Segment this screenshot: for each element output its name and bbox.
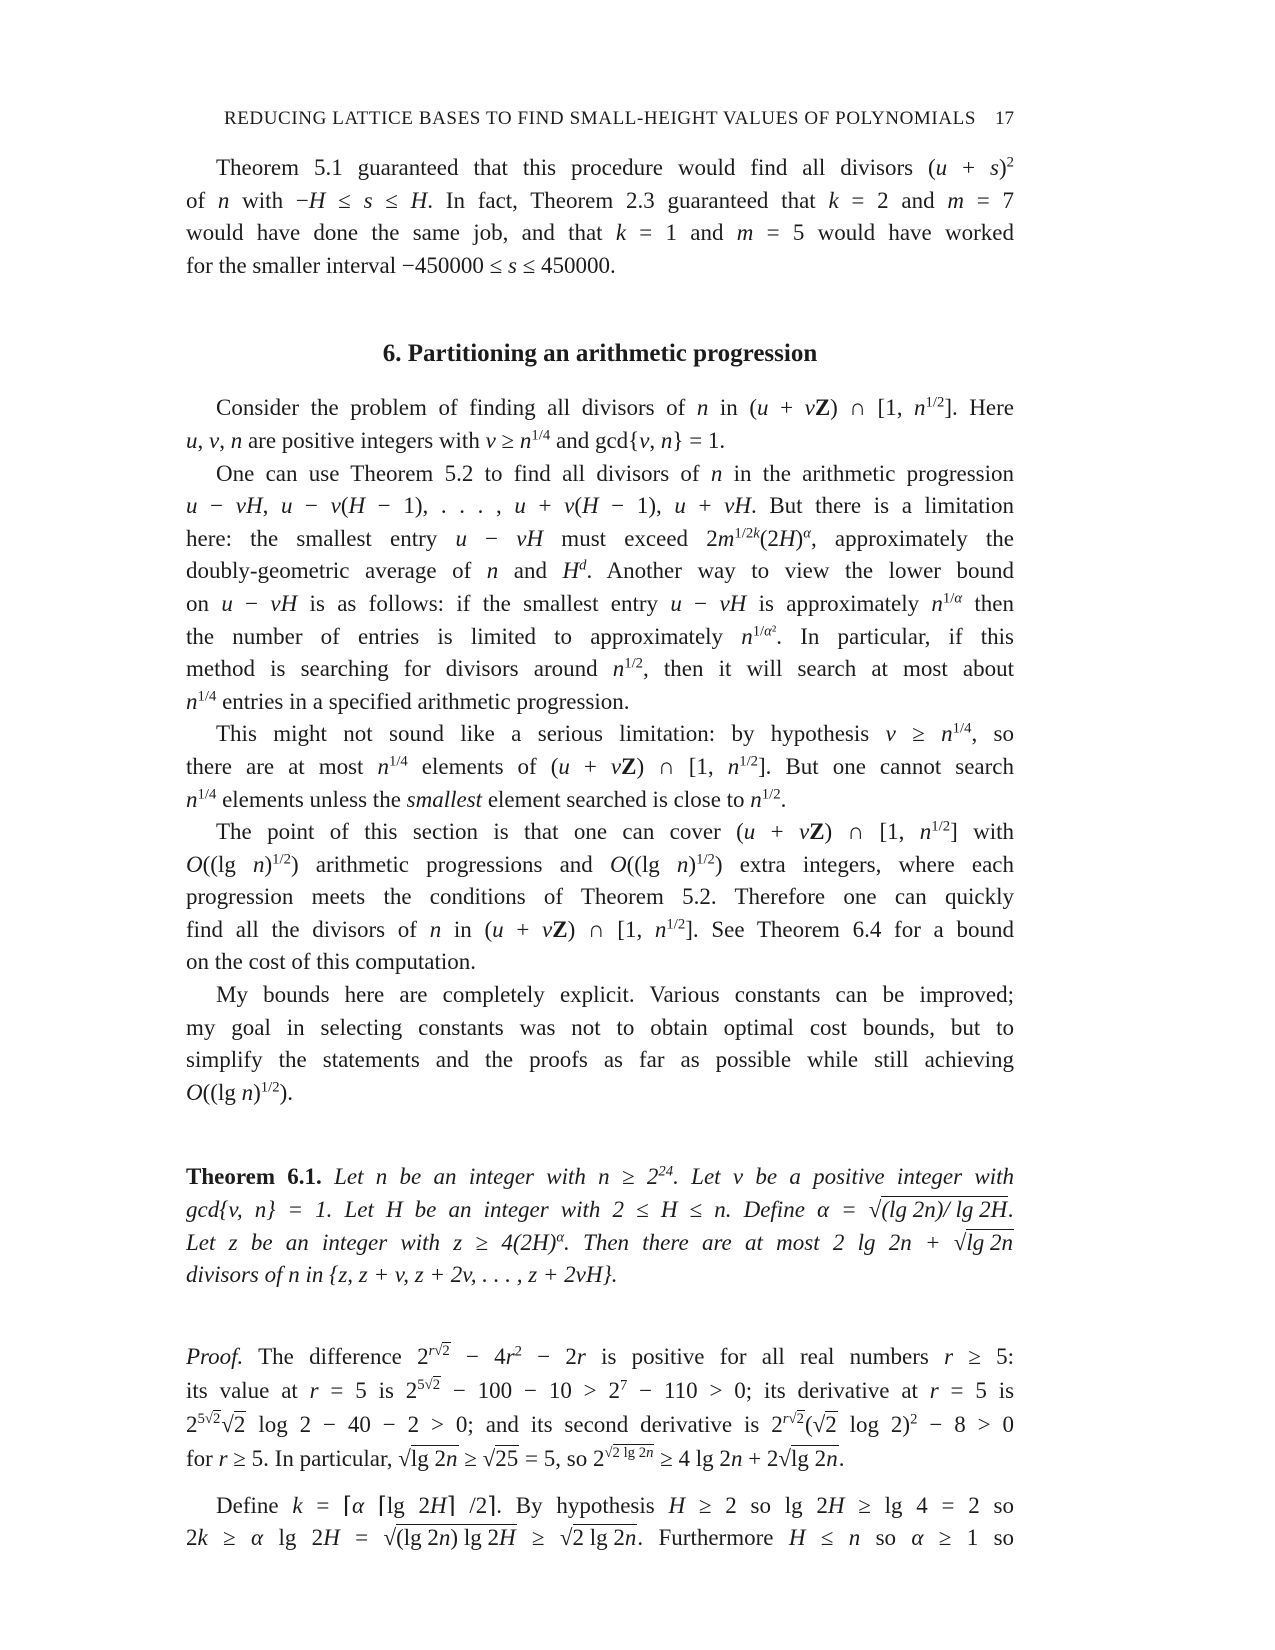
text-line: Consider the problem of finding all divisors of n in (u + vZ) ∩ [1, $n^{1/2}$]. Here [216, 394, 1014, 421]
text-line: its value at r = 5 is $2^{5√2} - 100 - 10 > 2^7 - 110 > 0$; its derivative at r = 5 is [186, 1377, 1014, 1403]
text-line: My bounds here are completely explicit. Various constants can be improved; [216, 982, 1014, 1008]
running-header [186, 108, 1014, 130]
text-line: on u − vH is as follows: if the smallest entry u − vH is approximately $n^{1/\alpha}$ then [186, 590, 1014, 616]
section-heading: 6. Partitioning an arithmetic progression [382, 340, 818, 368]
text-line: O((lg n)$^{1/2}$) arithmetic progressions and O((lg n)$^{1/2}$) extra integers, where each [186, 851, 1014, 877]
theorem-block [186, 1161, 1014, 1291]
text-line: progression meets the conditions of Theorem 5.2. Therefore one can quickly [186, 884, 1014, 910]
text-line: Proof. The difference $2^{r√2} - 4r^2 - 2r$ is positive for all real numbers r ≥ 5: [186, 1343, 1014, 1369]
paragraph [186, 979, 1014, 1109]
text-line: would have done the same job, and that k = 1 and m = 5 would have worked [186, 220, 1014, 246]
text-line: here: the smallest entry u − vH must exceed $2m^{1/2k}(2H)^\alpha$, approximately the [186, 525, 1014, 551]
text-line: O((lg n)$^{1/2}$). [186, 1079, 293, 1105]
text-line: find all the divisors of n in (u + vZ) ∩ [1, $n^{1/2}$]. See Theorem 6.4 for a bound [186, 916, 1014, 942]
text-line: One can use Theorem 5.2 to find all divisors of n in the arithmetic progression [216, 460, 1014, 486]
text-line: doubly-geometric average of n and $H^d$. Another way to view the lower bound [186, 557, 1014, 584]
text-line: Theorem 6.1. Let n be an integer with $n \ge 2^{24}$. Let v be a positive integer with [186, 1163, 1014, 1190]
paragraph [186, 718, 1014, 816]
text-line: Define k = ⌈α ⌈lg 2H⌉ /2⌉. By hypothesis H ≥ 2 so lg 2H ≥ lg 4 = 2 so [216, 1492, 1014, 1518]
text-line: 2k ≥ α lg 2H = √(lg 2n) lg 2H ≥ √2 lg 2n. Furthermore H ≤ n so α ≥ 1 so [186, 1525, 1014, 1551]
text-line: there are at most $n^{1/4}$ elements of (u + vZ) ∩ [1, $n^{1/2}$]. But one cannot search [186, 753, 1014, 779]
paragraph [186, 1490, 1014, 1555]
text-line: u − vH, u − v(H − 1), . . . , u + v(H − 1), u + vH. But there is a limitation [186, 493, 1014, 519]
page-number: 17 [995, 108, 1014, 129]
text-line: the number of entries is limited to approximately $n^{1/\alpha^2}$. In particular, if this [186, 622, 1014, 649]
text-line: my goal in selecting constants was not to obtain optimal cost bounds, but to [186, 1014, 1014, 1040]
text-line: for the smaller interval −450000 ≤ s ≤ 450000. [186, 252, 616, 278]
text-line: on the cost of this computation. [186, 949, 477, 975]
text-line: divisors of n in {z, z + v, z + 2v, . . . , z + 2vH}. [186, 1262, 618, 1288]
paragraph [186, 392, 1014, 457]
paragraph [186, 458, 1014, 719]
paragraph [186, 816, 1014, 979]
text-line: This might not sound like a serious limitation: by hypothesis $v \ge n^{1/4}$, so [216, 720, 1014, 747]
content [186, 152, 1014, 1555]
running-header-title: REDUCING LATTICE BASES TO FIND SMALL-HEIGHT VALUES OF POLYNOMIALS [223, 108, 977, 129]
text-line: The point of this section is that one can cover (u + vZ) ∩ [1, $n^{1/2}$] with [216, 818, 1014, 845]
text-line: u, v, n are positive integers with $v \ge n^{1/4}$ and gcd{v, n} = 1. [186, 427, 726, 453]
text-line: of n with −H ≤ s ≤ H. In fact, Theorem 2.3 guaranteed that k = 2 and m = 7 [186, 187, 1014, 213]
text-line: for r ≥ 5. In particular, √lg 2n ≥ √25 = 5, so $2^{√2 lg 2n} \ge 4$ lg 2n + 2√lg 2n. [186, 1445, 845, 1471]
text-line: simplify the statements and the proofs as far as possible while still achieving [186, 1047, 1014, 1073]
text-line: method is searching for divisors around $n^{1/2}$, then it will search at most about [186, 655, 1014, 682]
text-line: $2^{5√2}√2$ log 2 − 40 − 2 > 0; and its second derivative is $2^{r√2}(√2$ log 2)$^2$ − 8 > 0 [186, 1411, 1014, 1437]
text-line: Theorem 5.1 guaranteed that this procedure would find all divisors $(u + s)^2$ [216, 154, 1014, 180]
text-line: $n^{1/4}$ elements unless the smallest element searched is close to $n^{1/2}$. [186, 785, 787, 812]
text-line: $n^{1/4}$ entries in a specified arithmetic progression. [186, 688, 630, 714]
proof-block [186, 1340, 1014, 1476]
text-line: Let z be an integer with $z \ge 4(2H)^\alpha$. Then there are at most 2 lg 2n + √lg 2n [186, 1228, 1013, 1255]
paragraph [186, 152, 1014, 282]
text-line: gcd{v, n} = 1. Let H be an integer with 2 ≤ H ≤ n. Define α = √(lg 2n)/ lg 2H. [186, 1197, 1014, 1223]
